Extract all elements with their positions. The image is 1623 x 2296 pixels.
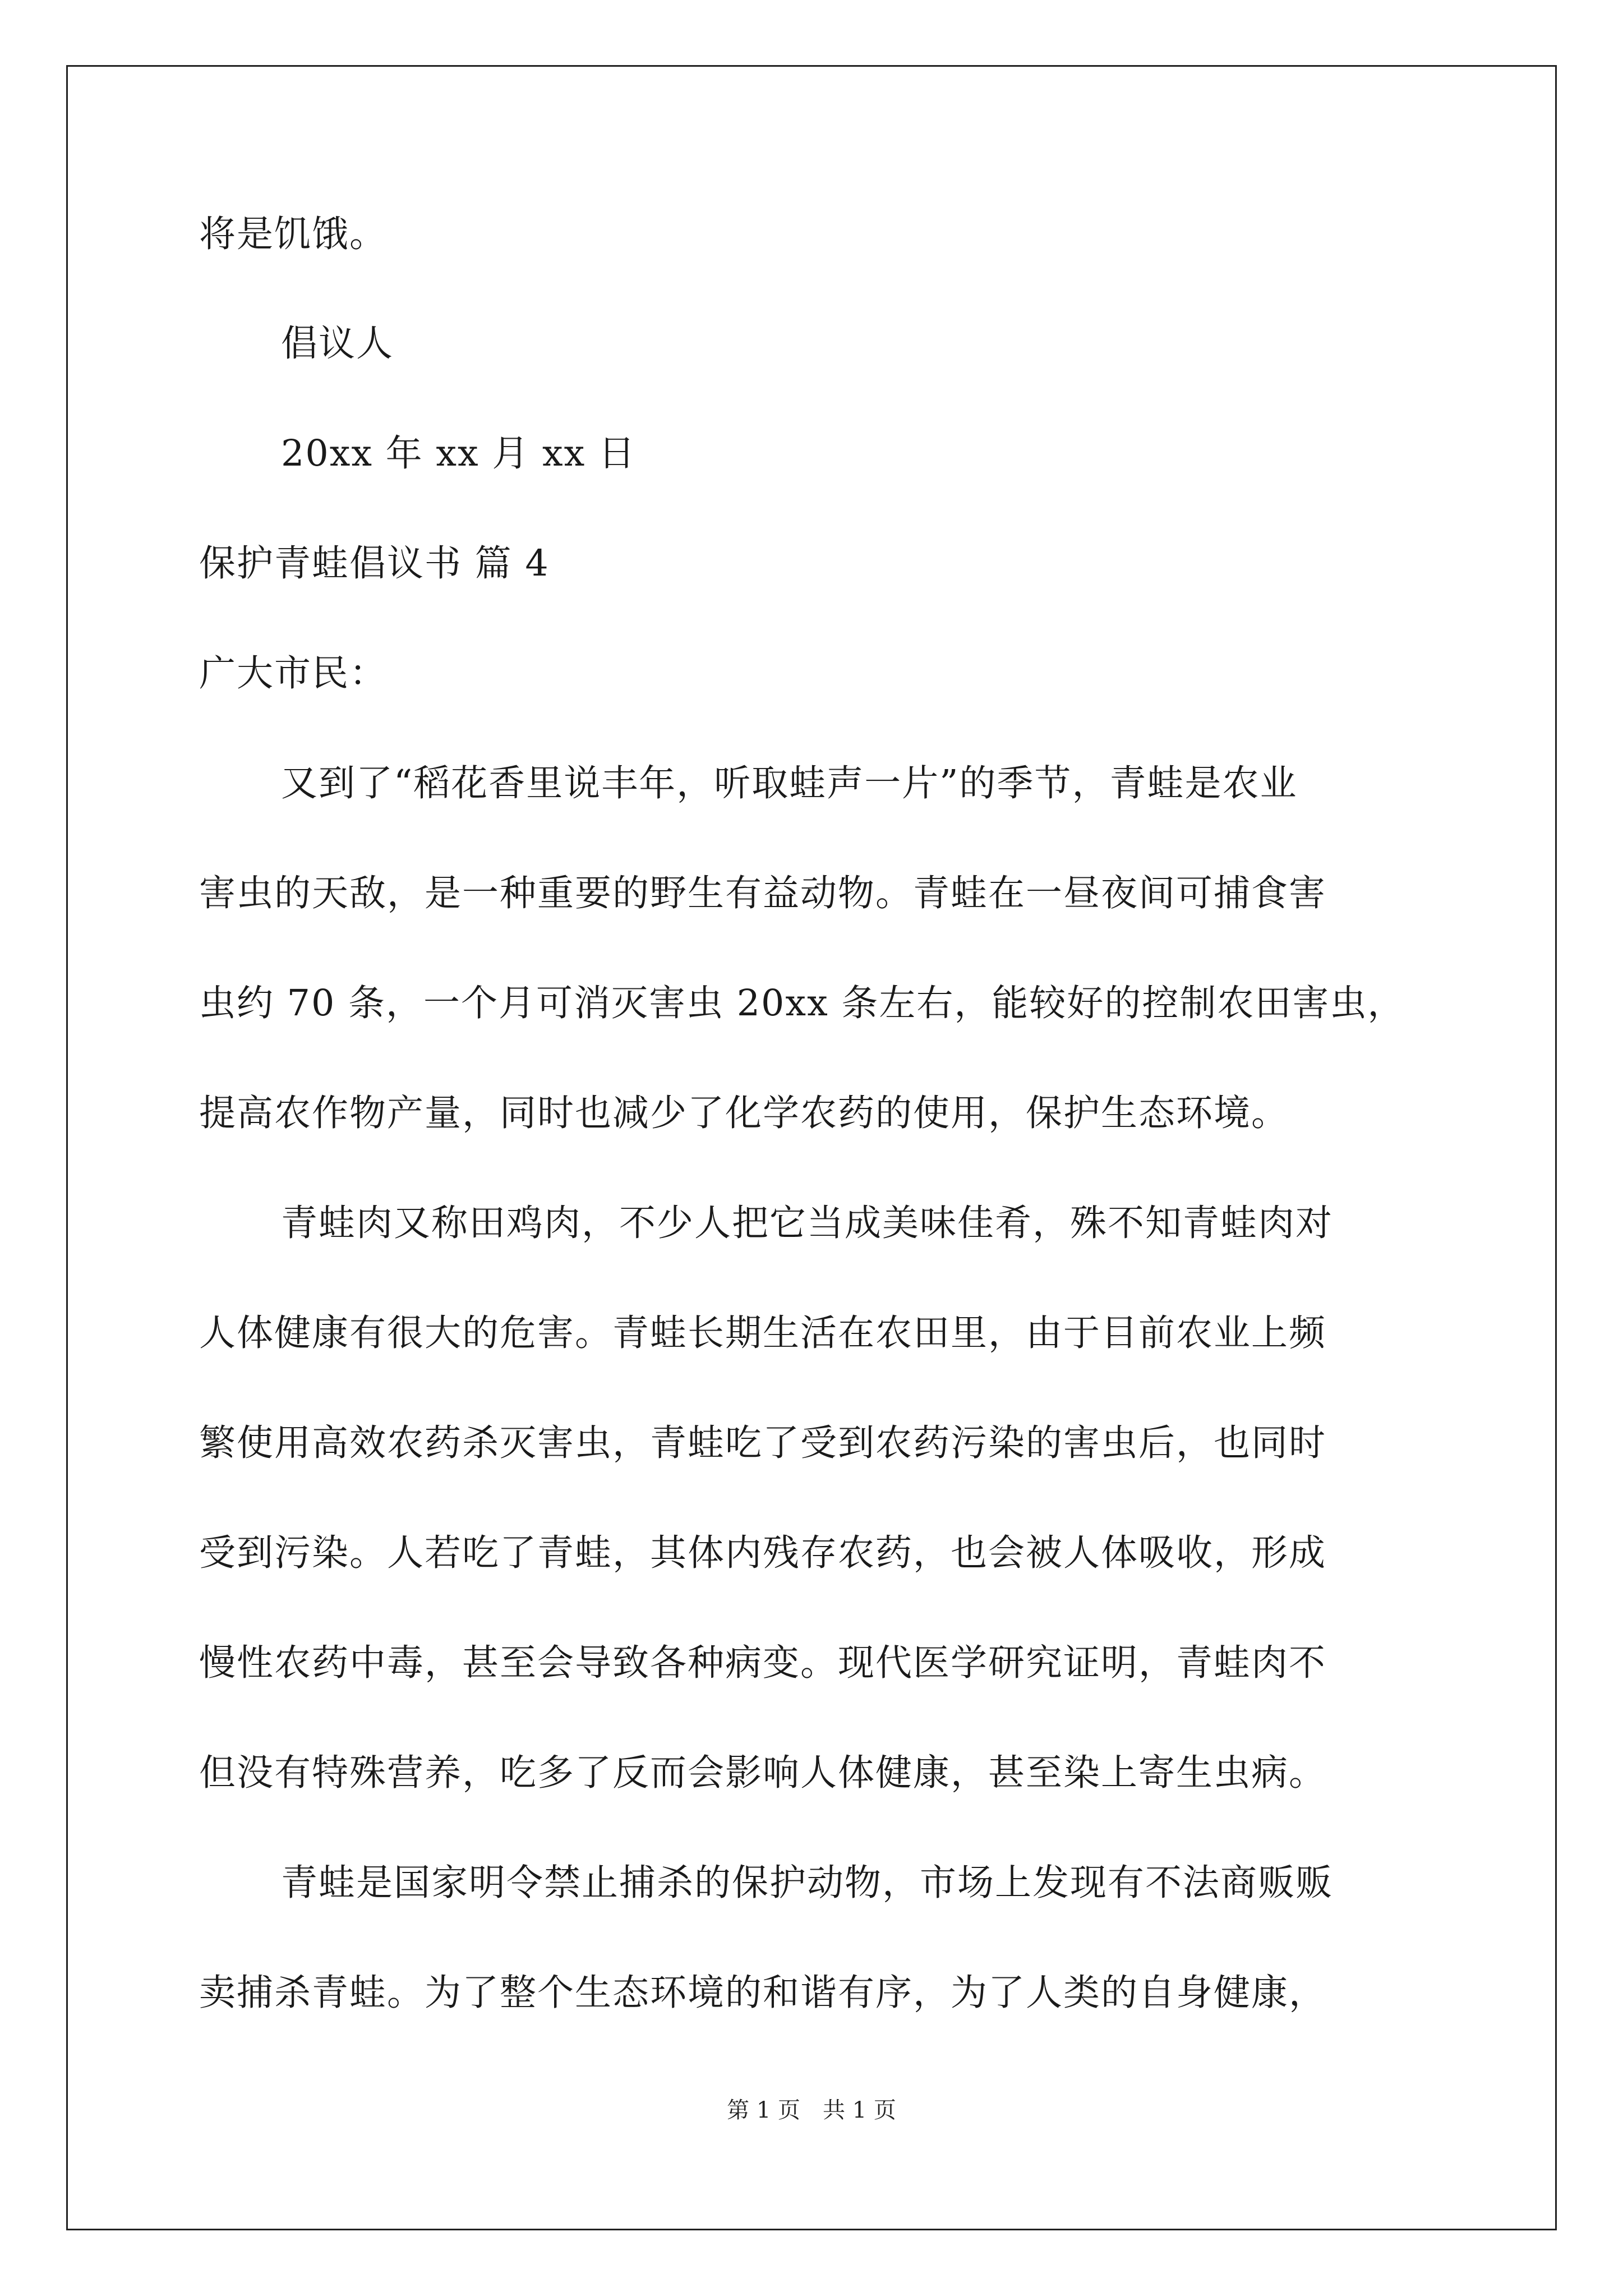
paragraph-line: 人体健康有很大的危害。青蛙长期生活在农田里，由于目前农业上频 bbox=[199, 1312, 1327, 1354]
paragraph-line: 卖捕杀青蛙。为了整个生态环境的和谐有序，为了人类的自身健康， bbox=[199, 1972, 1327, 2014]
paragraph-line: 青蛙是国家明令禁止捕杀的保护动物，市场上发现有不法商贩贩 bbox=[281, 1862, 1334, 1904]
text-line: 将是饥饿。 bbox=[199, 213, 388, 255]
paragraph-line: 又到了“稻花香里说丰年，听取蛙声一片”的季节，青蛙是农业 bbox=[281, 762, 1298, 804]
paragraph-line: 但没有特殊营养，吃多了反而会影响人体健康，甚至染上寄生虫病。 bbox=[199, 1752, 1327, 1794]
page-total: 共 1 页 bbox=[823, 2097, 896, 2123]
paragraph-line: 繁使用高效农药杀灭害虫，青蛙吃了受到农药污染的害虫后，也同时 bbox=[199, 1422, 1327, 1464]
paragraph-line: 慢性农药中毒，甚至会导致各种病变。现代医学研究证明，青蛙肉不 bbox=[199, 1642, 1327, 1684]
page-number: 第 1 页 bbox=[727, 2097, 800, 2123]
paragraph-line: 青蛙肉又称田鸡肉，不少人把它当成美味佳肴，殊不知青蛙肉对 bbox=[281, 1202, 1334, 1244]
paragraph-line: 虫约 70 条，一个月可消灭害虫 20xx 条左右，能较好的控制农田害虫， bbox=[199, 982, 1405, 1024]
paragraph-line: 提高农作物产量，同时也减少了化学农药的使用，保护生态环境。 bbox=[199, 1092, 1289, 1134]
date-line: 20xx 年 xx 月 xx 日 bbox=[281, 432, 636, 475]
page-border bbox=[66, 65, 1557, 2230]
salutation: 广大市民： bbox=[199, 652, 388, 694]
paragraph-line: 受到污染。人若吃了青蛙，其体内残存农药，也会被人体吸收，形成 bbox=[199, 1532, 1327, 1574]
section-title: 保护青蛙倡议书 篇 4 bbox=[199, 542, 550, 585]
signature-label: 倡议人 bbox=[281, 323, 394, 365]
page-footer bbox=[0, 2099, 1623, 2122]
paragraph-line: 害虫的天敌，是一种重要的野生有益动物。青蛙在一昼夜间可捕食害 bbox=[199, 872, 1327, 914]
